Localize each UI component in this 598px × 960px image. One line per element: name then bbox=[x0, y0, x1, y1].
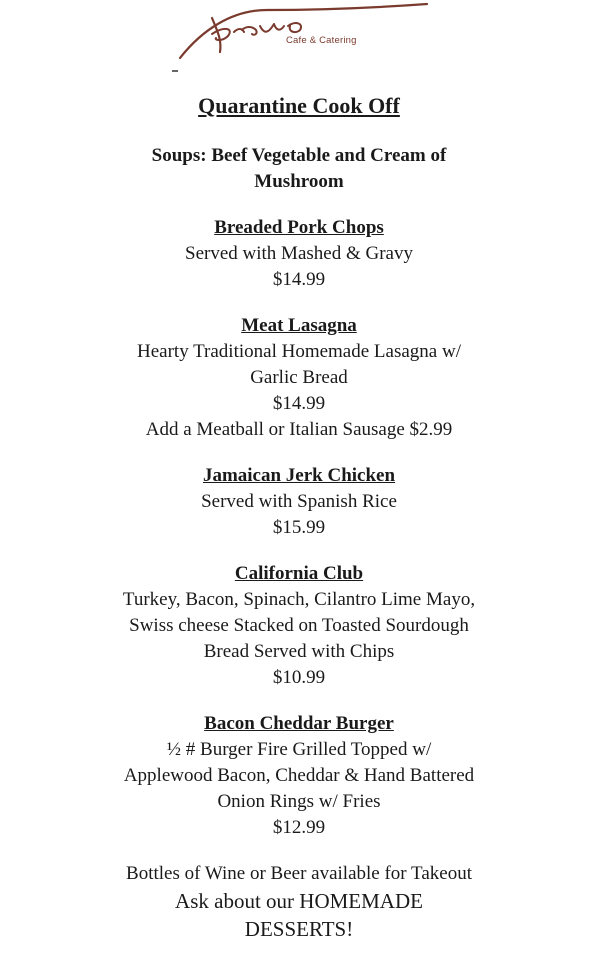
item-description: Onion Rings w/ Fries bbox=[217, 791, 381, 812]
item-price: $14.99 bbox=[272, 393, 326, 414]
soups-section bbox=[109, 143, 489, 195]
item-description: Served with Spanish Rice bbox=[201, 491, 397, 512]
soups-line: Mushroom bbox=[254, 171, 344, 192]
menu-item-pork-chops bbox=[0, 215, 598, 293]
footer-notes bbox=[0, 861, 598, 943]
menu-item-lasagna bbox=[0, 313, 598, 443]
item-description: Hearty Traditional Homemade Lasagna w/ bbox=[137, 341, 461, 362]
item-price: $14.99 bbox=[272, 269, 326, 290]
menu-item-bacon-cheddar-burger bbox=[0, 711, 598, 841]
page-title: Quarantine Cook Off bbox=[198, 93, 400, 118]
footer-desserts-note: Ask about our HOMEMADE bbox=[175, 889, 423, 913]
item-price: $12.99 bbox=[272, 817, 326, 838]
logo-tagline: Cafe & Catering bbox=[286, 35, 357, 46]
item-name: California Club bbox=[234, 563, 364, 584]
item-description: ½ # Burger Fire Grilled Topped w/ bbox=[166, 739, 432, 760]
item-description: Applewood Bacon, Cheddar & Hand Battered bbox=[123, 765, 475, 786]
footer-takeout-note: Bottles of Wine or Beer available for Takeout bbox=[126, 863, 472, 884]
soups-line: Soups: Beef Vegetable and Cream of bbox=[151, 145, 447, 166]
item-description: Served with Mashed & Gravy bbox=[185, 243, 413, 264]
menu-item-california-club bbox=[0, 561, 598, 691]
menu-item-jerk-chicken bbox=[0, 463, 598, 541]
item-description: Swiss cheese Stacked on Toasted Sourdough bbox=[129, 615, 469, 636]
footer-desserts-note: DESSERTS! bbox=[244, 917, 354, 941]
item-description: Bread Served with Chips bbox=[203, 641, 395, 662]
item-description: Garlic Bread bbox=[250, 367, 348, 388]
menu-document bbox=[0, 93, 598, 943]
item-name: Breaded Pork Chops bbox=[214, 217, 384, 238]
item-name: Meat Lasagna bbox=[241, 315, 357, 336]
item-name: Bacon Cheddar Burger bbox=[204, 713, 394, 734]
item-addon: Add a Meatball or Italian Sausage $2.99 bbox=[145, 419, 453, 440]
bravo-logo bbox=[172, 0, 432, 80]
item-price: $15.99 bbox=[272, 517, 326, 538]
item-price: $10.99 bbox=[272, 667, 326, 688]
item-name: Jamaican Jerk Chicken bbox=[202, 465, 396, 486]
item-description: Turkey, Bacon, Spinach, Cilantro Lime Mayo, bbox=[122, 589, 476, 610]
